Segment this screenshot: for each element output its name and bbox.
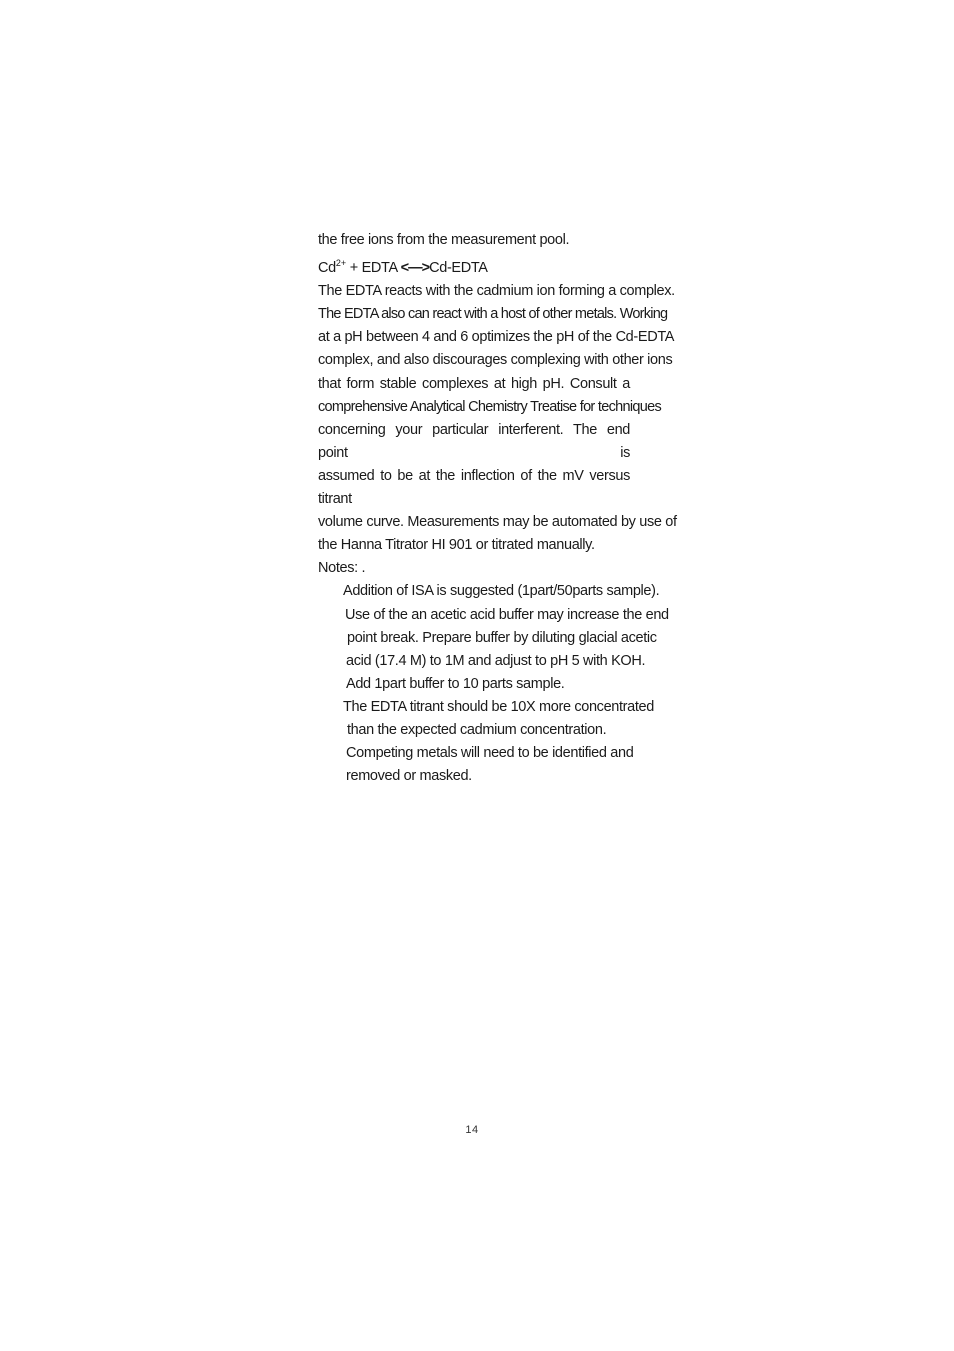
note-item: than the expected cadmium concentration. bbox=[347, 721, 607, 738]
text-line: complex, and also discourages complexing with other ions bbox=[318, 352, 673, 369]
text-line: comprehensive Analytical Chemistry Treatise for techniques bbox=[318, 398, 662, 415]
note-item: Use of the an acetic acid buffer may increase the end bbox=[345, 606, 669, 623]
reaction-equation bbox=[318, 252, 630, 280]
note-item: Add 1part buffer to 10 parts sample. bbox=[346, 675, 565, 692]
text-line: The EDTA reacts with the cadmium ion forming a complex. bbox=[318, 283, 675, 300]
text-line: the Hanna Titrator HI 901 or titrated manually. bbox=[318, 537, 595, 554]
note-item: acid (17.4 M) to 1M and adjust to pH 5 with KOH. bbox=[346, 652, 646, 669]
note-item: The EDTA titrant should be 10X more concentrated bbox=[343, 698, 654, 715]
note-item: removed or masked. bbox=[346, 768, 472, 785]
note-item: Addition of ISA is suggested (1part/50parts sample). bbox=[343, 583, 660, 600]
note-item: point break. Prepare buffer by diluting glacial acetic bbox=[347, 629, 657, 646]
text-line: the free ions from the measurement pool. bbox=[318, 232, 570, 248]
text-column bbox=[318, 229, 677, 788]
page-number: 14 bbox=[465, 1124, 479, 1136]
equilibrium-arrow: <—> bbox=[400, 260, 430, 277]
text-line: volume curve. Measurements may be automated by use of bbox=[318, 514, 677, 531]
text-line: concerning your particular interferent. The end point is bbox=[318, 421, 630, 461]
note-item: Competing metals will need to be identified and bbox=[346, 745, 634, 762]
text-line: assumed to be at the inflection of the mV versus titrant bbox=[318, 467, 630, 508]
text-line: at a pH between 4 and 6 optimizes the pH of the Cd-EDTA bbox=[318, 329, 675, 346]
equation-reactant-cd: Cd bbox=[318, 260, 336, 277]
equation-product: Cd-EDTA bbox=[429, 260, 488, 277]
text-line: The EDTA also can react with a host of other metals. Working bbox=[318, 306, 668, 323]
notes-heading: Notes: . bbox=[318, 560, 366, 577]
equation-charge: 2+ bbox=[335, 258, 347, 269]
equation-plus-edta: + EDTA bbox=[346, 260, 401, 277]
text-line: that form stable complexes at high pH. Consult a bbox=[318, 375, 630, 392]
